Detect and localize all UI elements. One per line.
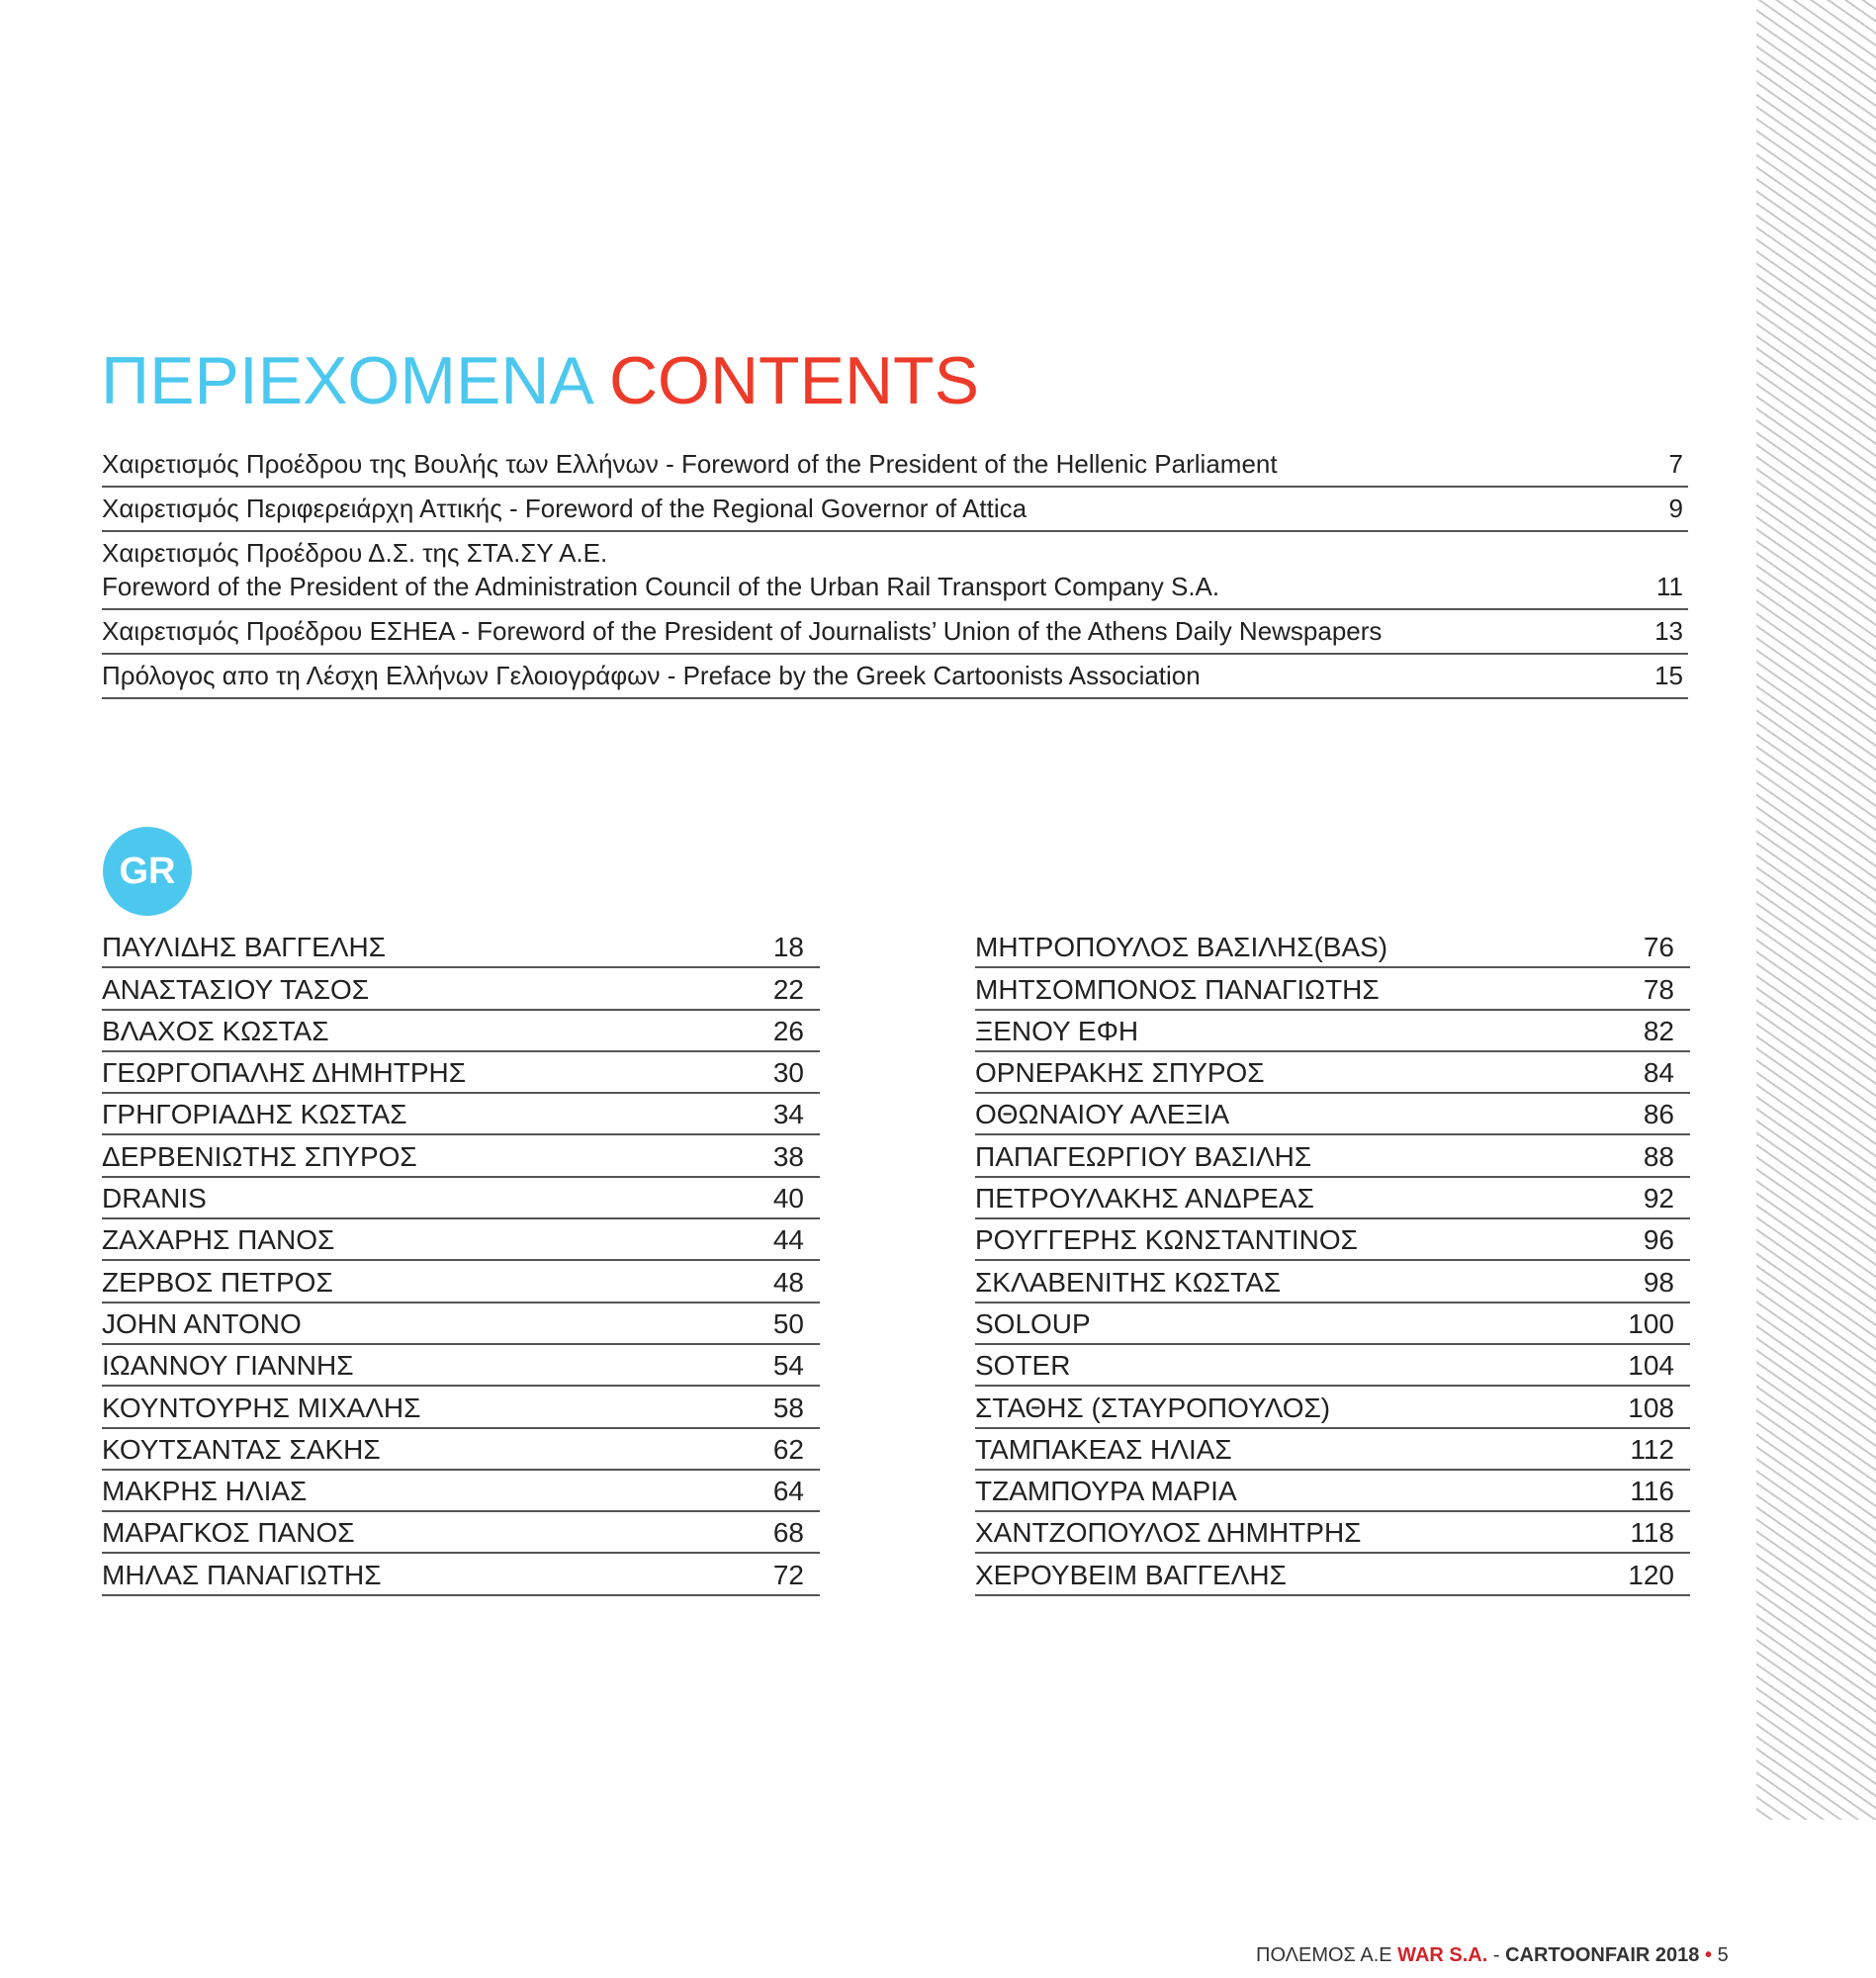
artist-name: ΠΕΤΡΟΥΛΑΚΗΣ ΑΝΔΡΕΑΣ [975,1183,1314,1214]
artist-row[interactable] [102,1052,820,1094]
artist-row[interactable] [102,1554,820,1595]
artist-page: 72 [772,1559,804,1590]
toc-title: Χαιρετισμός Προέδρου της Βουλής των Ελλήνων - Foreword of the President of the Hellenic Parliament [102,449,1278,479]
artist-row[interactable] [975,1219,1690,1261]
artist-page: 104 [1628,1350,1674,1382]
artist-row[interactable] [975,968,1690,1010]
artist-name: ΣΚΛΑΒΕΝΙΤΗΣ ΚΩΣΤΑΣ [975,1266,1282,1298]
artist-row[interactable] [975,1304,1690,1345]
artist-row[interactable] [975,1554,1690,1595]
artist-page: 78 [1643,973,1674,1005]
artist-name: ΓΡΗΓΟΡΙΑΔΗΣ ΚΩΣΤΑΣ [102,1099,407,1130]
section-badge-gr: GR [103,827,192,916]
artist-name: ΚΟΥΝΤΟΥΡΗΣ ΜΙΧΑΛΗΣ [102,1392,421,1423]
artist-page: 58 [772,1392,804,1423]
artist-name: ΒΛΑΧΟΣ ΚΩΣΤΑΣ [102,1015,329,1046]
artist-page: 54 [772,1350,804,1382]
artist-row[interactable] [975,1387,1690,1428]
artist-name: ΜΑΚΡΗΣ ΗΛΙΑΣ [102,1476,308,1507]
artist-page: 112 [1630,1433,1674,1465]
page-title [101,341,979,420]
artist-page: 68 [772,1517,804,1549]
artist-name: ΜΗΛΑΣ ΠΑΝΑΓΙΩΤΗΣ [102,1559,382,1590]
footer-publisher-greek: ΠΟΛΕΜΟΣ Α.Ε [1256,1944,1398,1966]
footer-separator: - [1487,1944,1506,1966]
artist-page: 38 [772,1140,804,1172]
artist-name: SOLOUP [975,1307,1091,1339]
artist-row[interactable] [975,1512,1690,1554]
artist-page: 118 [1630,1517,1674,1549]
artist-row[interactable] [975,1471,1690,1512]
artist-row[interactable] [102,968,820,1010]
artist-list-left [102,927,820,1596]
artist-name: DRANIS [102,1183,207,1214]
footer-page-number: 5 [1717,1944,1729,1966]
toc-title: Χαιρετισμός Προέδρου ΕΣΗΕΑ - Foreword of the President of Journalists’ Union of the Athens Daily Newspapers [102,616,1383,646]
toc-title-line: Foreword of the President of the Administration Council of the Urban Rail Transport Company S.A. [102,572,1220,601]
artist-row[interactable] [102,1387,820,1428]
footer-event-name: CARTOONFAIR 2018 [1505,1944,1700,1966]
artist-name: ΓΕΩΡΓΟΠΑΛΗΣ ΔΗΜΗΤΡΗΣ [102,1057,467,1089]
artist-row[interactable] [102,1178,820,1219]
artist-name: ΖΕΡΒΟΣ ΠΕΤΡΟΣ [102,1266,333,1298]
artist-name: ΜΗΤΡΟΠΟΥΛΟΣ ΒΑΣΙΛΗΣ(BAS) [975,932,1388,963]
artist-page: 26 [772,1015,804,1046]
artist-row[interactable] [102,1304,820,1345]
artist-page: 34 [772,1099,804,1130]
artist-name: SOTER [975,1350,1071,1382]
artist-name: ΑΝΑΣΤΑΣΙΟΥ ΤΑΣΟΣ [102,973,370,1005]
artist-page: 76 [1643,932,1674,963]
artist-name: ΟΘΩΝΑΙΟΥ ΑΛΕΞΙΑ [975,1099,1230,1130]
artist-page: 40 [772,1183,804,1214]
artist-page: 62 [772,1433,804,1465]
toc-row[interactable] [102,659,1688,699]
toc-page: 11 [1656,572,1683,601]
artist-row[interactable] [102,1261,820,1303]
artist-row[interactable] [102,1345,820,1387]
toc-page: 13 [1654,616,1683,646]
artist-page: 64 [772,1476,804,1507]
artist-page: 88 [1643,1140,1674,1172]
artist-row[interactable] [975,1052,1690,1094]
toc-title-line: Χαιρετισμός Προέδρου Δ.Σ. της ΣΤΑ.ΣΥ Α.Ε. [102,538,608,568]
artist-name: ΣΤΑΘΗΣ (ΣΤΑΥΡΟΠΟΥΛΟΣ) [975,1392,1331,1423]
artist-page: 30 [772,1057,804,1089]
artist-name: ΙΩΑΝΝΟΥ ΓΙΑΝΝΗΣ [102,1350,354,1382]
title-english: CONTENTS [608,343,979,418]
artist-page: 120 [1628,1559,1674,1590]
artist-page: 116 [1630,1476,1674,1507]
artist-row[interactable] [975,1345,1690,1387]
artist-page: 108 [1628,1392,1674,1423]
artist-name: ΠΑΠΑΓΕΩΡΓΙΟΥ ΒΑΣΙΛΗΣ [975,1140,1312,1172]
artist-name: JOHN ANTONO [102,1307,302,1339]
artist-name: ΔΕΡΒΕΝΙΩΤΗΣ ΣΠΥΡΟΣ [102,1140,417,1172]
artist-page: 44 [772,1224,804,1256]
artist-name: ΤΖΑΜΠΟΥΡΑ ΜΑΡΙΑ [975,1476,1237,1507]
artist-name: ΞΕΝΟΥ ΕΦΗ [975,1015,1139,1046]
artist-row[interactable] [102,1429,820,1471]
artist-row[interactable] [975,1429,1690,1471]
artist-page: 98 [1643,1266,1674,1298]
artist-row[interactable] [975,1094,1690,1135]
toc-title: Πρόλογος απο τη Λέσχη Ελλήνων Γελοιογράφων - Preface by the Greek Cartoonists Association [102,661,1201,690]
artist-row[interactable] [975,1135,1690,1177]
toc-row[interactable] [102,447,1688,488]
artist-page: 82 [1643,1015,1674,1046]
foreword-list [102,447,1688,703]
title-greek: ΠΕΡΙΕΧΟΜΕΝΑ [101,343,591,418]
artist-row[interactable] [102,1471,820,1512]
artist-row[interactable] [102,927,820,968]
artist-page: 96 [1643,1224,1674,1256]
toc-row[interactable] [102,614,1688,655]
page-footer [1256,1943,1729,1967]
artist-page: 84 [1643,1057,1674,1089]
artist-name: ΟΡΝΕΡΑΚΗΣ ΣΠΥΡΟΣ [975,1057,1265,1089]
artist-row[interactable] [102,1219,820,1261]
artist-row[interactable] [102,1011,820,1052]
artist-name: ΜΑΡΑΓΚΟΣ ΠΑΝΟΣ [102,1517,355,1549]
artist-page: 18 [772,932,804,963]
artist-row[interactable] [975,927,1690,968]
artist-list-right [975,927,1690,1596]
artist-page: 48 [772,1266,804,1298]
artist-page: 50 [772,1307,804,1339]
artist-name: ΜΗΤΣΟΜΠΟΝΟΣ ΠΑΝΑΓΙΩΤΗΣ [975,973,1380,1005]
artist-page: 22 [772,973,804,1005]
artist-name: ΖΑΧΑΡΗΣ ΠΑΝΟΣ [102,1224,335,1256]
footer-bullet: • [1699,1944,1718,1966]
toc-title: Χαιρετισμός Περιφερειάρχη Αττικής - Foreword of the Regional Governor of Attica [102,494,1027,523]
artist-name: ΠΑΥΛΙΔΗΣ ΒΑΓΓΕΛΗΣ [102,932,387,963]
toc-title [102,536,1219,603]
toc-row[interactable] [102,536,1688,610]
artist-row[interactable] [975,1178,1690,1219]
artist-page: 100 [1628,1307,1674,1339]
artist-row[interactable] [102,1512,820,1554]
artist-page: 86 [1643,1099,1674,1130]
artist-name: ΤΑΜΠΑΚΕΑΣ ΗΛΙΑΣ [975,1433,1232,1465]
artist-name: ΧΑΝΤΖΟΠΟΥΛΟΣ ΔΗΜΗΤΡΗΣ [975,1517,1362,1549]
hatched-margin-pattern [1756,0,1876,1820]
toc-row[interactable] [102,492,1688,532]
artist-page: 92 [1643,1183,1674,1214]
artist-row[interactable] [102,1135,820,1177]
artist-row[interactable] [975,1261,1690,1303]
footer-publisher-english: WAR S.A. [1397,1944,1488,1966]
toc-page: 7 [1668,449,1683,479]
artist-name: ΚΟΥΤΣΑΝΤΑΣ ΣΑΚΗΣ [102,1433,381,1465]
artist-row[interactable] [975,1011,1690,1052]
artist-name: ΧΕΡΟΥΒΕΙΜ ΒΑΓΓΕΛΗΣ [975,1559,1287,1590]
artist-name: ΡΟΥΓΓΕΡΗΣ ΚΩΝΣΤΑΝΤΙΝΟΣ [975,1224,1358,1256]
artist-row[interactable] [102,1094,820,1135]
toc-page: 15 [1654,661,1683,690]
toc-page: 9 [1668,494,1683,523]
